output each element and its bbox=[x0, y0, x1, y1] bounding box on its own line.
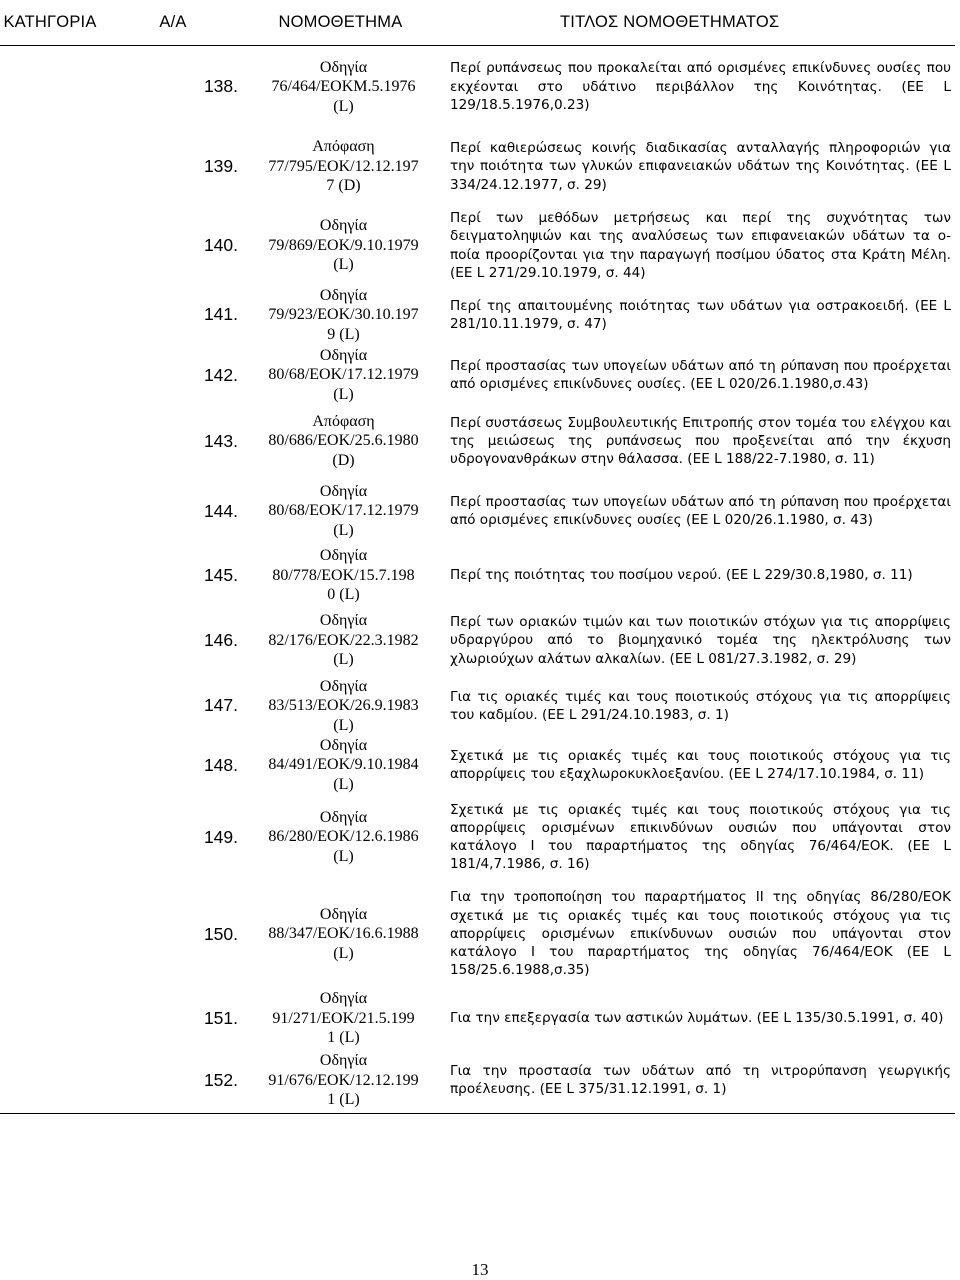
legislation-ref: 91/676/ΕΟΚ/12.12.199 bbox=[268, 1071, 419, 1089]
row-number: 143. bbox=[203, 430, 238, 451]
category-cell bbox=[0, 286, 100, 345]
table-row bbox=[0, 476, 955, 546]
row-number: 145. bbox=[203, 564, 238, 585]
category-cell bbox=[0, 735, 100, 795]
legislation-title: Περί συστάσεως Συμβουλευτικής Επιτροπής στον τομέα του ελέγχου και της μειώσεως της ρυπάνσεως που προξενείται από την έκχυση υδρογονανθράκων στην θάλασσα. (ΕΕ L 188/22-7.1980, σ. 11) bbox=[450, 414, 951, 468]
legislation-kind: (L) bbox=[333, 847, 354, 865]
legislation-ref: 91/271/ΕΟΚ/21.5.199 bbox=[272, 1009, 415, 1027]
legislation-type: Οδηγία bbox=[319, 990, 368, 1007]
header-legislation: ΝΟΜΟΘΕΤΗΜΑ bbox=[246, 0, 435, 46]
legislation-cell bbox=[246, 128, 435, 206]
row-number: 139. bbox=[203, 156, 238, 176]
legislation-ref: 77/795/ΕΟΚ/12.12.197 bbox=[268, 157, 419, 175]
legislation-title: Περί των οριακών τιμών και των ποιοτικών στόχων για τις απορρίψεις υδραργύρου από το βιομηχανικό τομέα της ηλεκτρόλυσης των χλωριούχων αλάτων αλκαλίων. (ΕΕ L 081/27.3.1982, σ. 29) bbox=[450, 614, 951, 667]
row-number: 146. bbox=[203, 630, 238, 650]
category-cell bbox=[0, 476, 100, 546]
legislation-cell bbox=[246, 795, 435, 879]
legislation-title: Περί ρυπάνσεως που προκαλείται από ορισμένες επικίνδυνες ουσίες που εκχέονται στο υδάτινο περιβάλλον της Κοινότητας. (ΕΕ L 129/18.5.1976,0.23) bbox=[450, 60, 951, 113]
legislation-ref: 88/347/ΕΟΚ/16.6.1988 bbox=[268, 925, 419, 943]
category-cell bbox=[0, 879, 100, 989]
legislation-cell bbox=[246, 735, 435, 795]
category-cell bbox=[0, 989, 100, 1048]
legislation-cell bbox=[246, 206, 435, 286]
legislation-type: Οδηγία bbox=[319, 1052, 368, 1069]
legislation-kind: 0 (L) bbox=[327, 586, 360, 603]
category-cell bbox=[0, 795, 100, 879]
legislation-title: Περί της απαιτουμένης ποιότητας των υδάτων για οστρακοειδή. (ΕΕ L 281/10.11.1979, σ. 47) bbox=[450, 297, 951, 332]
table-row bbox=[0, 286, 955, 345]
row-number: 148. bbox=[203, 754, 238, 775]
legislation-cell bbox=[246, 406, 435, 476]
legislation-cell bbox=[246, 1048, 435, 1114]
legislation-type: Απόφαση bbox=[312, 138, 375, 156]
legislation-ref: 80/68/ΕΟΚ/17.12.1979 bbox=[268, 366, 419, 384]
legislation-cell bbox=[246, 476, 435, 546]
category-cell bbox=[0, 546, 100, 605]
table-row bbox=[0, 605, 955, 677]
legislation-type: Οδηγία bbox=[319, 736, 368, 754]
legislation-cell bbox=[246, 879, 435, 989]
legislation-title: Περί της ποιότητας του ποσίμου νερού. (ΕΕ L 229/30.8,1980, σ. 11) bbox=[450, 567, 913, 584]
page-number: 13 bbox=[471, 1260, 489, 1279]
table-row bbox=[0, 735, 955, 795]
legislation-cell bbox=[246, 677, 435, 736]
legislation-type: Οδηγία bbox=[319, 612, 368, 630]
legislation-title: Περί των μεθόδων μετρήσεως και περί της συχνότητας των δειγματοληψιών και της αναλύσεως των επιφανειακών υδάτων τα ο-ποία προορίζονται για την παραγωγή ποσίμου ύδατος στα Κράτη Μέλη. (ΕΕ L 271/29.10.1979, σ. 44) bbox=[450, 210, 951, 281]
legislation-kind: (L) bbox=[333, 521, 354, 539]
header-category: ΚΑΤΗΓΟΡΙΑ bbox=[0, 0, 100, 46]
legislation-type: Οδηγία bbox=[319, 217, 368, 235]
legislation-ref: 76/464/ΕΟΚΜ.5.1976 bbox=[271, 78, 416, 95]
legislation-ref: 82/176/ΕΟΚ/22.3.1982 bbox=[268, 631, 419, 649]
table-row bbox=[0, 546, 955, 605]
legislation-title: Περί προστασίας των υπογείων υδάτων από τη ρύπανση που προέρχεται από ορισμένες επικίνδυνες ουσίες (ΕΕ L 020/26.1.1980, σ. 43) bbox=[450, 493, 951, 528]
category-cell bbox=[0, 206, 100, 286]
category-cell bbox=[0, 406, 100, 476]
table-bottom-rule bbox=[0, 1114, 955, 1115]
legislation-cell bbox=[246, 344, 435, 406]
legislation-cell bbox=[246, 605, 435, 677]
row-number: 142. bbox=[203, 364, 238, 385]
legislation-kind: (L) bbox=[333, 651, 354, 669]
legislation-type: Οδηγία bbox=[319, 905, 368, 923]
legislation-kind: (L) bbox=[333, 944, 354, 962]
table-row bbox=[0, 677, 955, 736]
legislation-kind: (L) bbox=[333, 385, 354, 403]
legislation-kind: (L) bbox=[333, 775, 354, 793]
row-number: 141. bbox=[203, 304, 238, 325]
legislation-type: Οδηγία bbox=[319, 58, 368, 76]
legislation-type: Οδηγία bbox=[319, 482, 368, 500]
legislation-title: Περί καθιερώσεως κοινής διαδικασίας ανταλλαγής πληροφοριών για την ποιότητα των γλυκών επιφανειακών υδάτων της Κοινότητας. (ΕΕ L 334/24.12.1977, σ. 29) bbox=[450, 140, 951, 193]
legislation-type: Οδηγία bbox=[319, 346, 368, 364]
legislation-kind: (D) bbox=[332, 451, 355, 469]
legislation-type: Απόφαση bbox=[312, 412, 375, 430]
legislation-ref: 79/869/ΕΟΚ/9.10.1979 bbox=[268, 236, 419, 254]
legislation-kind: 7 (D) bbox=[326, 177, 361, 195]
legislation-type: Οδηγία bbox=[319, 808, 368, 826]
legislation-cell bbox=[246, 46, 435, 128]
legislation-title: Σχετικά με τις οριακές τιμές και τους ποιοτικούς στόχους για τις απορρίψεις του εξαχλωροκυκλοεξανίου. (ΕΕ L 274/17.10.1984, σ. 11) bbox=[450, 747, 951, 782]
category-cell bbox=[0, 677, 100, 736]
legislation-type: Οδηγία bbox=[319, 547, 368, 564]
legislation-ref: 80/778/ΕΟΚ/15.7.198 bbox=[272, 566, 415, 584]
legislation-cell bbox=[246, 546, 435, 605]
table-row bbox=[0, 128, 955, 206]
legislation-ref: 80/68/ΕΟΚ/17.12.1979 bbox=[268, 502, 419, 520]
table-row bbox=[0, 989, 955, 1048]
table-row bbox=[0, 206, 955, 286]
table-row bbox=[0, 795, 955, 879]
header-row bbox=[0, 0, 955, 46]
category-cell bbox=[0, 344, 100, 406]
legislation-ref: 80/686/ΕΟΚ/25.6.1980 bbox=[268, 432, 419, 450]
legislation-kind: (L) bbox=[333, 716, 354, 734]
legislation-title: Για τις οριακές τιμές και τους ποιοτικούς στόχους για τις απορρίψεις του καδμίου. (ΕΕ L 291/24.10.1983, σ. 1) bbox=[450, 688, 951, 723]
row-number: 152. bbox=[203, 1069, 238, 1090]
legislation-ref: 86/280/ΕΟΚ/12.6.1986 bbox=[268, 828, 419, 846]
table-row bbox=[0, 406, 955, 476]
legislation-ref: 84/491/ΕΟΚ/9.10.1984 bbox=[268, 756, 419, 774]
category-cell bbox=[0, 1048, 100, 1114]
row-number: 138. bbox=[203, 76, 238, 97]
category-cell bbox=[0, 46, 100, 128]
row-number: 150. bbox=[203, 923, 238, 944]
legislation-cell bbox=[246, 286, 435, 345]
row-number: 144. bbox=[203, 500, 238, 521]
legislation-type: Οδηγία bbox=[319, 286, 368, 304]
header-title: ΤΙΤΛΟΣ ΝΟΜΟΘΕΤΗΜΑΤΟΣ bbox=[435, 0, 955, 46]
row-number: 147. bbox=[203, 695, 238, 716]
legislation-title: Σχετικά με τις οριακές τιμές και τους ποιοτικούς στόχους για τις απορρίψεις ορισμένων επικινδύνων ουσιών που υπάγονται στον κατάλογο Ι του παραρτήματος της οδηγίας 76/464/ΕΟΚ. (ΕΕ L 181/4,7.1986, σ. 16) bbox=[450, 801, 951, 873]
table-row bbox=[0, 1048, 955, 1114]
row-number: 149. bbox=[203, 826, 238, 847]
legislation-kind: 1 (L) bbox=[327, 1091, 360, 1108]
legislation-title: Για την προστασία των υδάτων από τη νιτρορύπανση γεωργικής προέλευσης. (ΕΕ L 375/31.12.1991, σ. 1) bbox=[450, 1063, 951, 1098]
table-row bbox=[0, 879, 955, 989]
category-cell bbox=[0, 605, 100, 677]
category-cell bbox=[0, 128, 100, 206]
table-row bbox=[0, 344, 955, 406]
legislation-ref: 83/513/ΕΟΚ/26.9.1983 bbox=[268, 697, 419, 714]
legislation-kind: 9 (L) bbox=[327, 325, 360, 343]
legislation-kind: (L) bbox=[333, 256, 354, 274]
legislation-kind: 1 (L) bbox=[327, 1029, 360, 1046]
legislation-kind: (L) bbox=[333, 97, 354, 115]
legislation-title: Περί προστασίας των υπογείων υδάτων από τη ρύπανση που προέρχεται από ορισμένες επικίνδυνες ουσίες. (ΕΕ L 020/26.1.1980,σ.43) bbox=[450, 357, 951, 392]
legislation-type: Οδηγία bbox=[319, 677, 368, 695]
header-number: Α/Α bbox=[100, 0, 246, 46]
legislation-title: Για την επεξεργασία των αστικών λυμάτων. (ΕΕ L 135/30.5.1991, σ. 40) bbox=[450, 1010, 944, 1027]
table-row bbox=[0, 46, 955, 128]
legislation-title: Για την τροποποίηση του παραρτήματος ΙΙ της οδηγίας 86/280/ΕΟΚ σχετικά με τις οριακές τιμές και τους ποιοτικούς στόχους για τις απορρίψεις ορισμένων επικίνδυνων ουσιών που υπάγονται στον κατάλογο Ι του παραρτήματος της οδηγίας 76/464/ΕΟΚ (ΕΕ L 158/25.6.1988,σ.35) bbox=[450, 889, 951, 979]
row-number: 140. bbox=[203, 235, 238, 255]
row-number: 151. bbox=[203, 1007, 238, 1028]
legislation-cell bbox=[246, 989, 435, 1048]
legislation-ref: 79/923/ΕΟΚ/30.10.197 bbox=[268, 306, 419, 323]
